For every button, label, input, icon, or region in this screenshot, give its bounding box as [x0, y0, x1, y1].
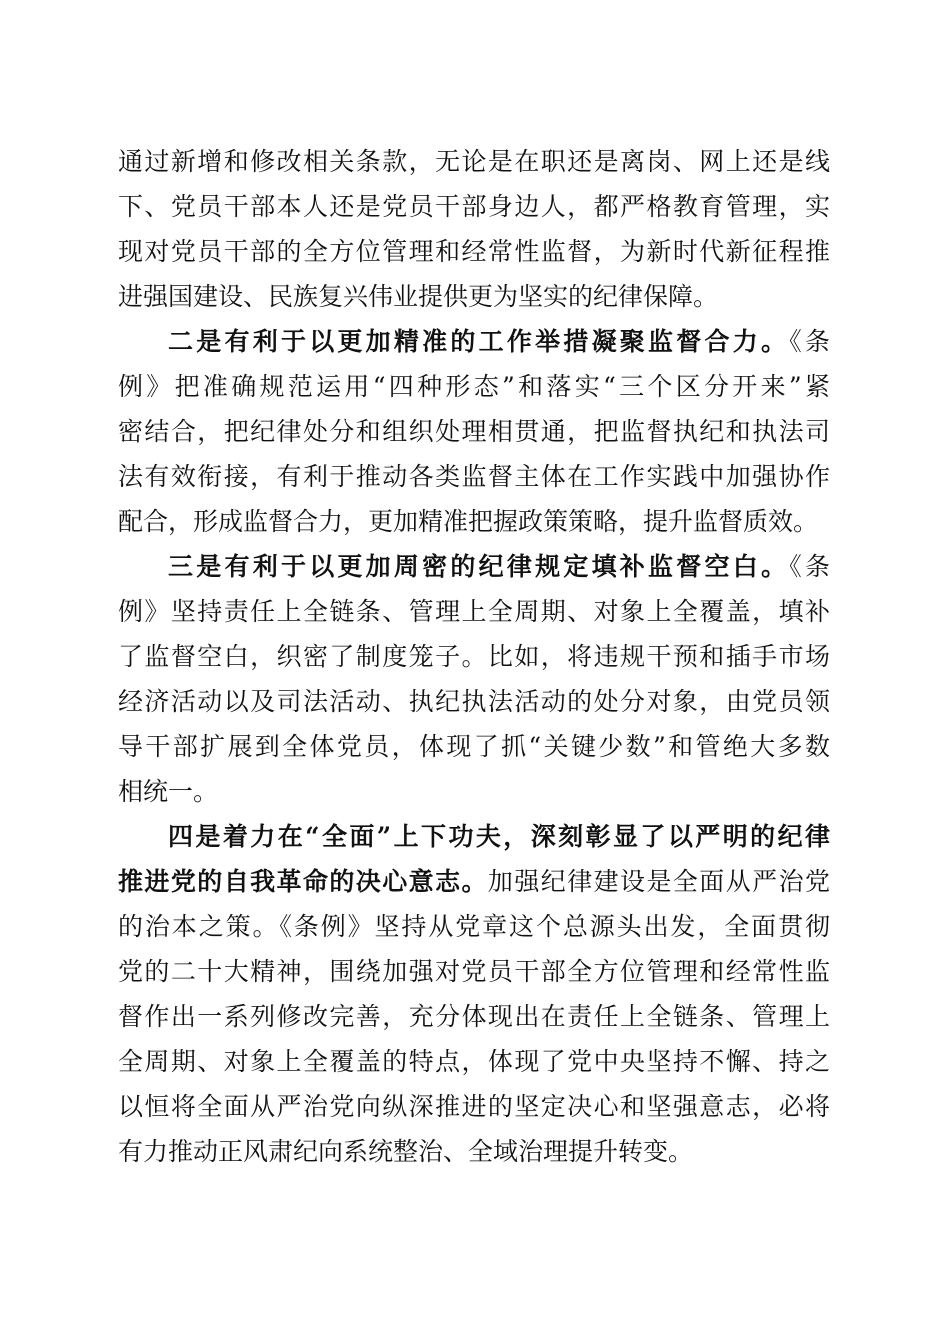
paragraph-2-line-5: 配合，形成监督合力，更加精准把握政策策略，提升监督质效。	[118, 507, 819, 536]
paragraph-4-line-7: 以恒将全面从严治党向纵深推进的坚定决心和坚强意志，必将	[118, 1092, 830, 1121]
paragraph-2-line-3: 密结合，把纪律处分和组织处理相贯通，把监督执纪和执法司	[118, 417, 830, 446]
paragraph-2-line-2: 例》把准确规范运用“四种形态”和落实“三个区分开来”紧	[118, 372, 830, 401]
paragraph-3-line-4: 经济活动以及司法活动、执纪执法活动的处分对象，由党员领	[118, 687, 830, 716]
paragraph-3-line-6: 相统一。	[118, 777, 219, 806]
paragraph-2-line-1-rest: 《条	[789, 327, 830, 356]
paragraph-4-line-6: 全周期、对象上全覆盖的特点，体现了党中央坚持不懈、持之	[118, 1047, 830, 1076]
paragraph-3-line-1-rest: 《条	[789, 552, 830, 581]
paragraph-4-line-2-rest: 加强纪律建设是全面从严治党	[487, 867, 830, 896]
paragraph-4-line-2	[118, 862, 830, 902]
paragraph-4-lead-line-1: 四是着力在“全面”上下功夫，深刻彰显了以严明的纪律	[168, 822, 830, 851]
paragraph-1-line-1: 通过新增和修改相关条款，无论是在职还是离岗、网上还是线	[118, 147, 830, 176]
paragraph-2-line-4: 法有效衔接，有利于推动各类监督主体在工作实践中加强协作	[118, 462, 830, 491]
paragraph-3-line-5: 导干部扩展到全体党员，体现了抓“关键少数”和管绝大多数	[118, 732, 830, 761]
paragraph-4-line-4: 党的二十大精神，围绕加强对党员干部全方位管理和经常性监	[118, 957, 830, 986]
paragraph-1-line-2: 下、党员干部本人还是党员干部身边人，都严格教育管理，实	[118, 192, 830, 221]
paragraph-2-lead: 二是有利于以更加精准的工作举措凝聚监督合力。	[168, 327, 790, 356]
paragraph-4-lead-line-2: 推进党的自我革命的决心意志。	[118, 867, 488, 896]
paragraph-4-line-5: 督作出一系列修改完善，充分体现出在责任上全链条、管理上	[118, 1002, 830, 1031]
paragraph-3-line-1	[168, 547, 830, 587]
paragraph-4-line-8: 有力推动正风肃纪向系统整治、全域治理提升转变。	[118, 1137, 694, 1166]
paragraph-3-line-3: 了监督空白，织密了制度笼子。比如，将违规干预和插手市场	[118, 642, 830, 671]
paragraph-1-line-3: 现对党员干部的全方位管理和经常性监督，为新时代新征程推	[118, 237, 830, 266]
paragraph-1-line-4: 进强国建设、民族复兴伟业提供更为坚实的纪律保障。	[118, 282, 719, 311]
paragraph-3-lead: 三是有利于以更加周密的纪律规定填补监督空白。	[168, 552, 790, 581]
paragraph-2-line-1	[168, 322, 830, 362]
paragraph-3-line-2: 例》坚持责任上全链条、管理上全周期、对象上全覆盖，填补	[118, 597, 830, 626]
paragraph-4-line-3: 的治本之策。《条例》坚持从党章这个总源头出发，全面贯彻	[118, 912, 830, 941]
